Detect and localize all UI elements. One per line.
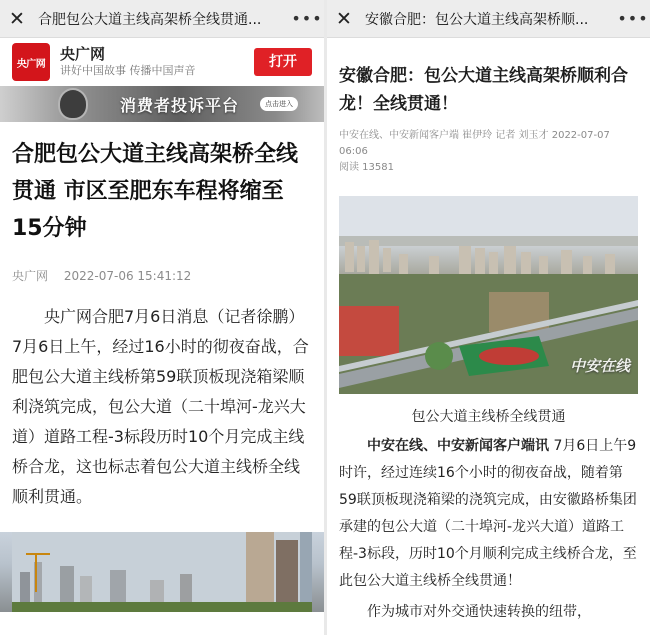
city-skyline-image — [0, 532, 324, 612]
app-logo: 央广网 — [12, 43, 50, 81]
close-icon[interactable]: ✕ — [9, 7, 25, 30]
right-article-window — [327, 0, 650, 635]
photo-caption: 包公大道主线桥全线贯通 — [411, 409, 566, 425]
left-title-bar — [0, 0, 324, 38]
article-meta — [339, 128, 638, 176]
article-datetime: 2022-07-06 15:41:12 — [63, 269, 192, 283]
photo-watermark: 中安在线 — [569, 357, 630, 375]
window-title: 合肥包公大道主线高架桥全线贯通... — [38, 11, 262, 28]
more-options-icon[interactable]: ••• — [291, 9, 323, 28]
app-name: 央广网 — [60, 45, 106, 63]
window-title: 安徽合肥：包公大道主线高架桥顺... — [365, 11, 589, 28]
left-article-window — [0, 0, 324, 635]
article-body: 央广网合肥7月6日消息（记者徐鹏）7月6日上午，经过16小时的彻夜奋战，合肥包公大道主线桥第59联顶板现浇箱梁顺利浇筑完成，包公大道（二十埠河-龙兴大道）道路工程-3标段历时10个月完成主线桥合龙，这也标志着包公大道主线桥全线顺利贯通。 — [12, 307, 309, 506]
article-headline: 安徽合肥：包公大道主线高架桥顺利合龙！全线贯通！ — [339, 66, 628, 114]
read-count: 阅读 13581 — [339, 162, 394, 173]
article-body-text: 7月6日上午9时许，经过连续16个小时的彻夜奋战，随着第59联顶板现浇箱梁的浇筑完成，由安徽路桥集团承建的包公大道（二十埠河-龙兴大道）道路工程-3标段，历时10个月顺利完成主线桥合龙，至此包公大道主线桥全线贯通！ — [339, 438, 637, 589]
ad-banner-text: 消费者投诉平台 — [120, 95, 240, 115]
shield-badge-icon — [58, 88, 88, 120]
article-photo[interactable] — [339, 196, 638, 394]
news-agency-lead: 中安在线、中安新闻客户端讯 — [367, 438, 549, 454]
article-source: 央广网 — [12, 269, 49, 283]
close-icon[interactable]: ✕ — [336, 7, 352, 30]
article-headline: 合肥包公大道主线高架桥全线贯通 市区至肥东车程将缩至15分钟 — [12, 142, 299, 241]
article-byline: 中安在线、中安新闻客户端 崔伊玲 记者 刘玉才 2022-07-07 06:06 — [339, 130, 610, 157]
more-options-icon[interactable]: ••• — [617, 9, 649, 28]
app-slogan: 讲好中国故事 传播中国声音 — [60, 64, 196, 77]
article-body-continued: 作为城市对外交通快速转换的纽带， — [367, 604, 591, 620]
article-body — [339, 433, 638, 595]
ad-banner[interactable] — [0, 86, 324, 122]
article-meta — [12, 267, 312, 284]
open-app-button[interactable]: 打开 — [254, 48, 312, 76]
app-promo-bar — [0, 38, 324, 86]
ad-cta-button[interactable]: 点击进入 — [260, 97, 298, 111]
article-photo[interactable] — [0, 532, 324, 612]
right-title-bar — [327, 0, 650, 38]
